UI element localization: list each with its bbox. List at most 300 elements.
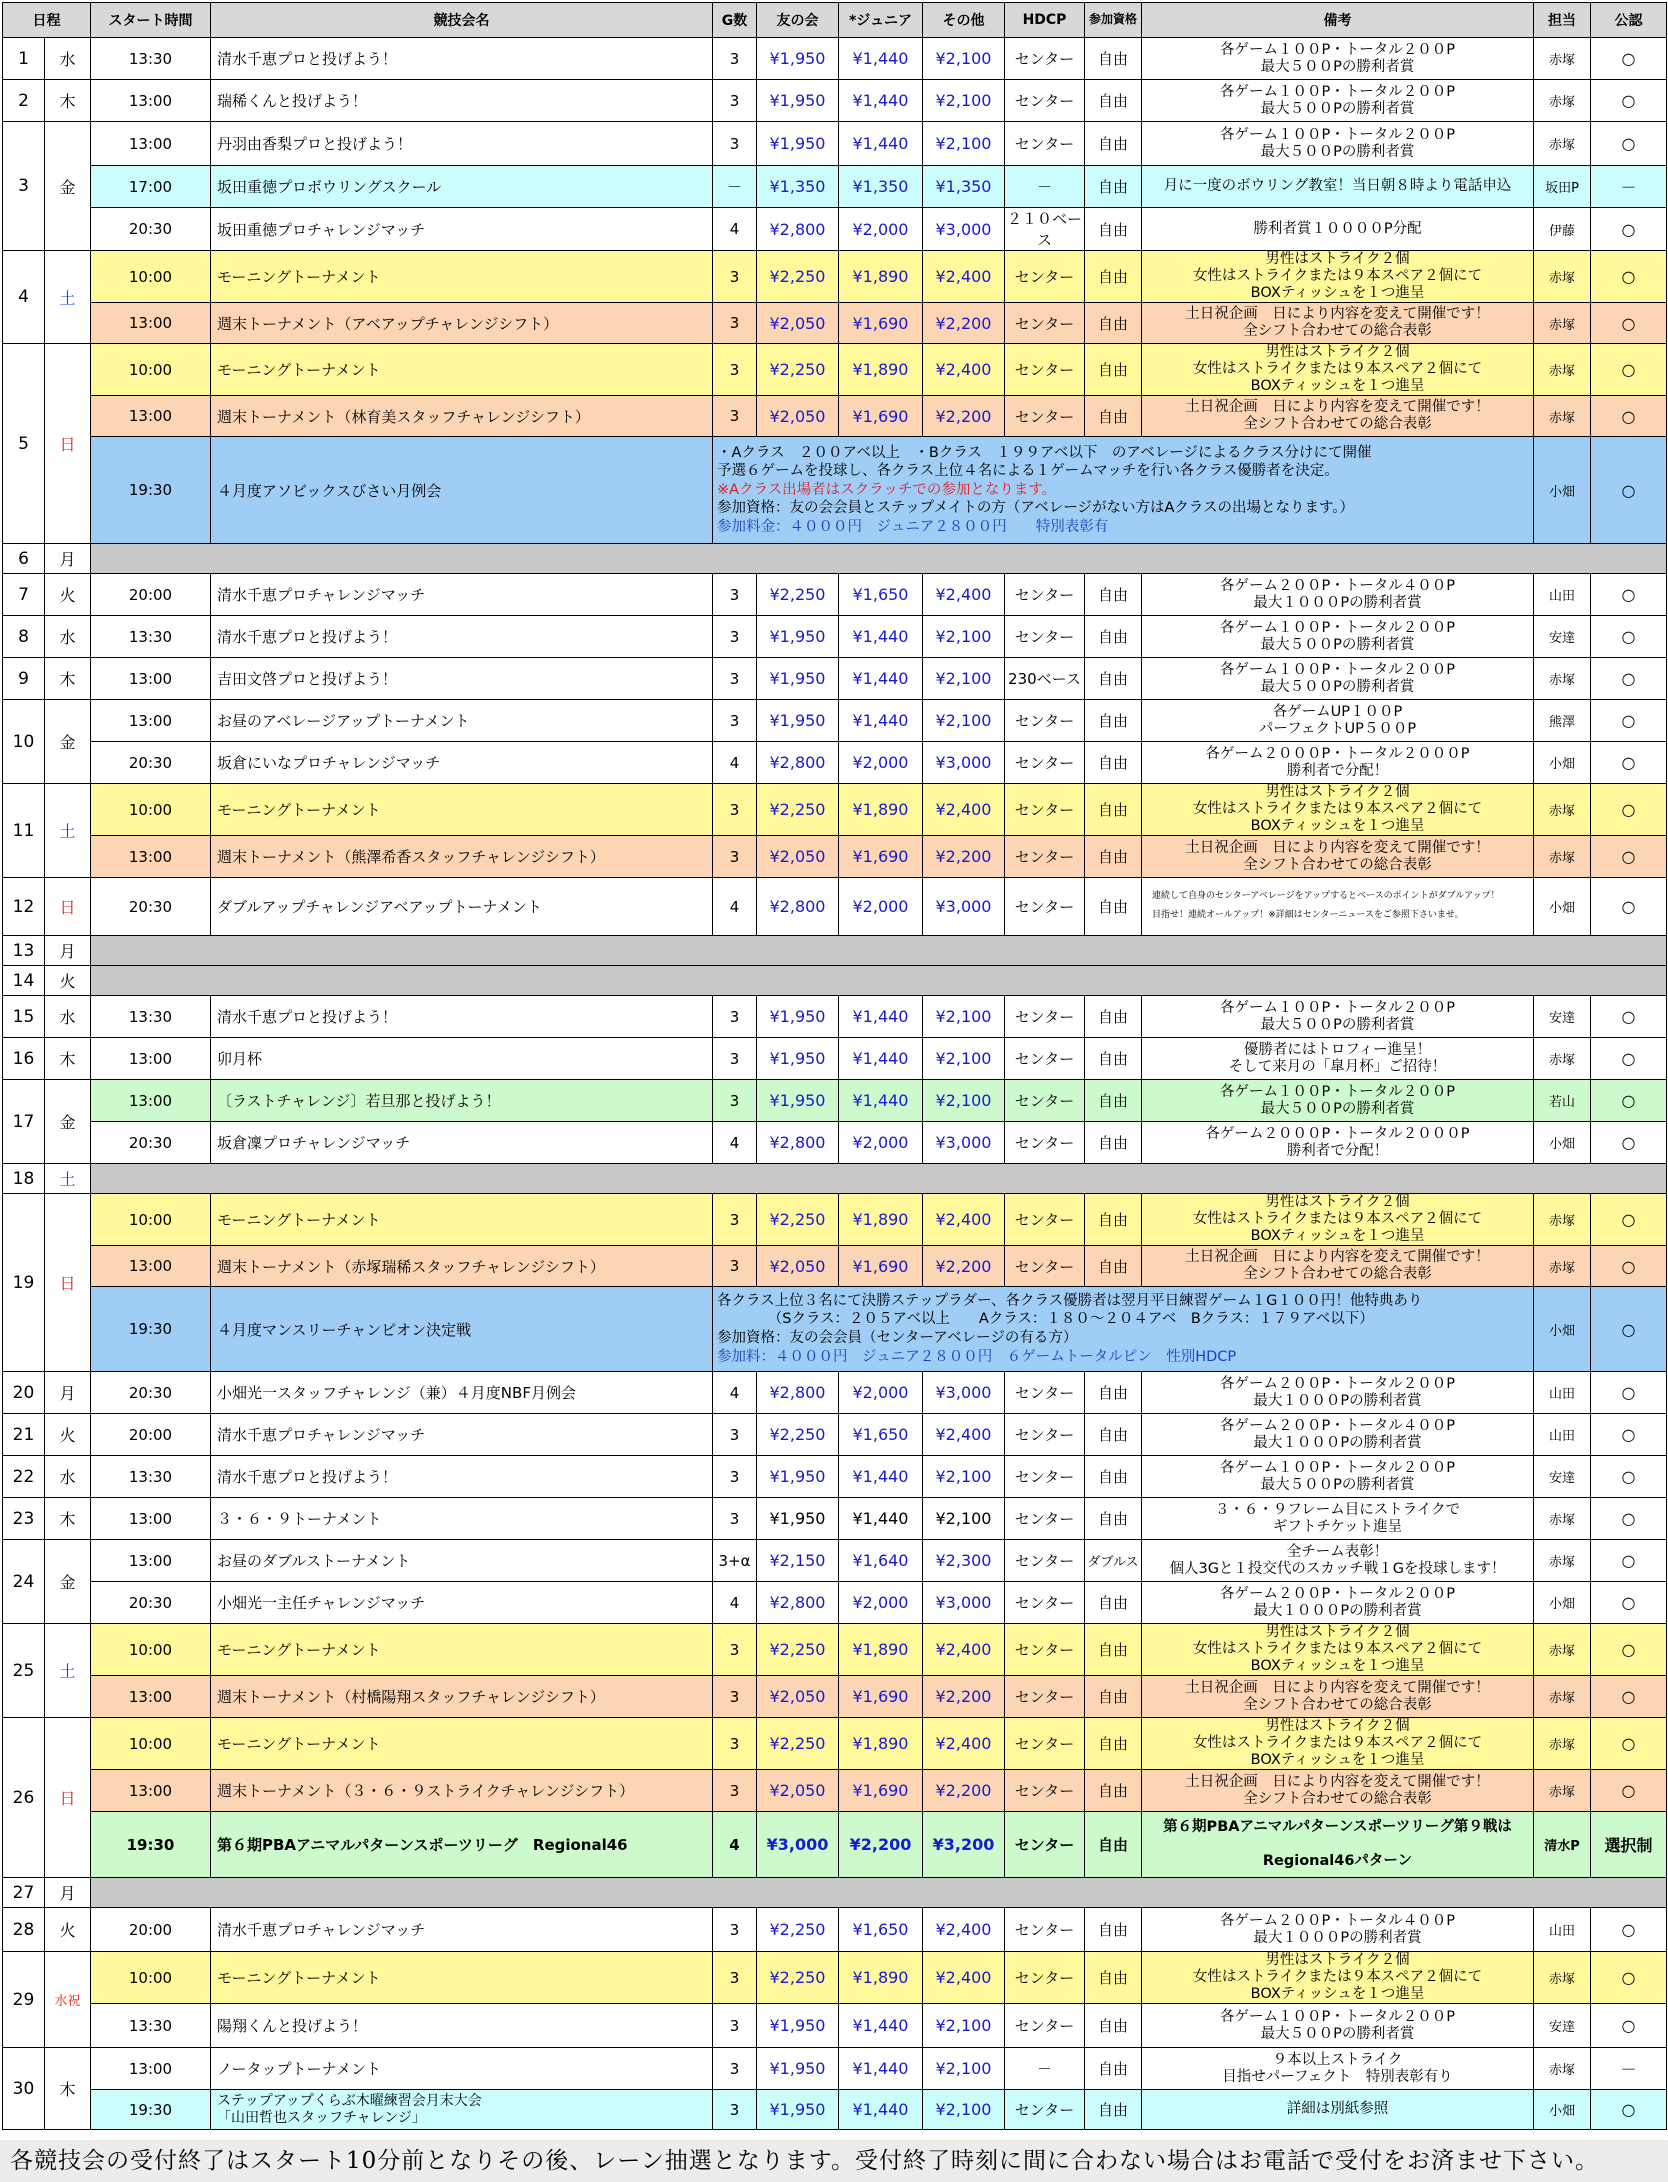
weekday: 日 — [45, 878, 91, 936]
day-number: 7 — [3, 574, 45, 616]
detail-line: （Sクラス：２０５アベ以上 Aクラス：１８０～２０４アベ Bクラス：１７９アベ以下） — [717, 1311, 1374, 1328]
day-number: 1 — [3, 38, 45, 80]
other-price: ¥2,100 — [923, 2090, 1005, 2130]
junior-price: ¥1,440 — [839, 38, 923, 80]
header-staff: 担当 — [1534, 3, 1591, 38]
staff: 赤塚 — [1534, 1770, 1591, 1812]
member-price: ¥3,000 — [757, 1812, 839, 1878]
start-time: 10:00 — [91, 344, 211, 396]
event-note: 各ゲーム２０００P・トータル２０００P 勝利者で分配！ — [1142, 742, 1534, 784]
start-time: 13:00 — [91, 1038, 211, 1080]
weekday: 金 — [45, 1080, 91, 1164]
junior-price: ¥1,890 — [839, 784, 923, 836]
certified-mark: ○ — [1591, 2090, 1667, 2130]
schedule-row — [3, 1246, 1667, 1287]
game-count: 3 — [713, 122, 757, 166]
certified-mark: ○ — [1591, 574, 1667, 616]
hdcp: センター — [1005, 878, 1085, 936]
eligibility: ダブルス — [1085, 1540, 1142, 1582]
schedule-row — [3, 574, 1667, 616]
game-count: 3 — [713, 1038, 757, 1080]
other-price: ¥2,100 — [923, 658, 1005, 700]
event-note: 各ゲーム２００P・トータル４００P 最大１０００Pの勝利者賞 — [1142, 574, 1534, 616]
schedule-row — [3, 1582, 1667, 1624]
start-time: 17:00 — [91, 166, 211, 208]
day-number: 19 — [3, 1194, 45, 1372]
weekday: 水 — [45, 996, 91, 1038]
hdcp: センター — [1005, 1952, 1085, 2004]
event-note: 各ゲーム２００P・トータル２００P 最大１０００Pの勝利者賞 — [1142, 1582, 1534, 1624]
member-price: ¥1,950 — [757, 122, 839, 166]
staff: 赤塚 — [1534, 1540, 1591, 1582]
schedule-row — [3, 437, 1667, 544]
event-name: ４月度マンスリーチャンピオン決定戦 — [211, 1287, 713, 1372]
event-note: 月に一度のボウリング教室！当日朝８時より電話申込 — [1142, 166, 1534, 208]
junior-price: ¥1,890 — [839, 344, 923, 396]
other-price: ¥3,000 — [923, 208, 1005, 251]
certified-mark: ○ — [1591, 742, 1667, 784]
schedule-row — [3, 1414, 1667, 1456]
start-time: 20:30 — [91, 1582, 211, 1624]
eligibility: 自由 — [1085, 784, 1142, 836]
event-note: 土日祝企画 日により内容を変えて開催です！ 全シフト合わせての総合表彰 — [1142, 303, 1534, 344]
event-name: 清水千恵プロと投げよう！ — [211, 1456, 713, 1498]
certified-mark: ○ — [1591, 1908, 1667, 1952]
schedule-row — [3, 1498, 1667, 1540]
junior-price: ¥1,690 — [839, 303, 923, 344]
member-price: ¥2,050 — [757, 836, 839, 878]
hdcp: 230ベース — [1005, 658, 1085, 700]
junior-price: ¥1,690 — [839, 396, 923, 437]
game-count: 4 — [713, 1372, 757, 1414]
start-time: 13:00 — [91, 836, 211, 878]
schedule-row — [3, 996, 1667, 1038]
event-note: 各ゲーム１００P・トータル２００P 最大５００Pの勝利者賞 — [1142, 996, 1534, 1038]
event-name: モーニングトーナメント — [211, 251, 713, 303]
game-count: 3 — [713, 2004, 757, 2048]
member-price: ¥2,250 — [757, 344, 839, 396]
weekday: 土 — [45, 1624, 91, 1718]
event-name: 清水千恵プロと投げよう！ — [211, 996, 713, 1038]
staff: 赤塚 — [1534, 1498, 1591, 1540]
junior-price: ¥2,000 — [839, 1582, 923, 1624]
eligibility: 自由 — [1085, 1372, 1142, 1414]
event-name: ダブルアップチャレンジアベアップトーナメント — [211, 878, 713, 936]
event-name: 坂田重徳プロボウリングスクール — [211, 166, 713, 208]
schedule-row — [3, 1624, 1667, 1676]
member-price: ¥1,950 — [757, 2004, 839, 2048]
hdcp: センター — [1005, 1456, 1085, 1498]
game-count: 4 — [713, 1812, 757, 1878]
event-name: 小畑光一スタッフチャレンジ（兼）４月度NBF月例会 — [211, 1372, 713, 1414]
junior-price: ¥1,350 — [839, 166, 923, 208]
day-number: 4 — [3, 251, 45, 344]
hdcp: ２１０ベース — [1005, 208, 1085, 251]
hdcp: センター — [1005, 1080, 1085, 1122]
other-price: ¥2,100 — [923, 1456, 1005, 1498]
certified-mark: ○ — [1591, 1718, 1667, 1770]
schedule-row — [3, 1878, 1667, 1908]
hdcp: センター — [1005, 1676, 1085, 1718]
game-count: 3 — [713, 1194, 757, 1246]
hdcp: センター — [1005, 836, 1085, 878]
detail-line: 参加資格：友の会会員（センターアベレージの有る方） — [717, 1330, 1078, 1346]
certified-mark: ○ — [1591, 1414, 1667, 1456]
schedule-row — [3, 1770, 1667, 1812]
junior-price: ¥1,440 — [839, 700, 923, 742]
other-price: ¥2,100 — [923, 1080, 1005, 1122]
schedule-row — [3, 303, 1667, 344]
event-name: モーニングトーナメント — [211, 344, 713, 396]
schedule-row — [3, 344, 1667, 396]
event-note: 各ゲーム１００P・トータル２００P 最大５００Pの勝利者賞 — [1142, 122, 1534, 166]
other-price: ¥2,100 — [923, 2004, 1005, 2048]
hdcp: センター — [1005, 122, 1085, 166]
eligibility: 自由 — [1085, 1498, 1142, 1540]
event-name: 陽翔くんと投げよう！ — [211, 2004, 713, 2048]
other-price: ¥2,100 — [923, 2048, 1005, 2090]
staff: 赤塚 — [1534, 836, 1591, 878]
other-price: ¥2,400 — [923, 574, 1005, 616]
member-price: ¥1,950 — [757, 38, 839, 80]
day-number: 26 — [3, 1718, 45, 1878]
start-time: 13:00 — [91, 2048, 211, 2090]
certified-mark: ○ — [1591, 1122, 1667, 1164]
other-price: ¥2,400 — [923, 1194, 1005, 1246]
header-certified: 公認 — [1591, 3, 1667, 38]
certified-mark: ○ — [1591, 1582, 1667, 1624]
other-price: ¥2,100 — [923, 996, 1005, 1038]
start-time: 13:30 — [91, 996, 211, 1038]
event-note: 土日祝企画 日により内容を変えて開催です！ 全シフト合わせての総合表彰 — [1142, 836, 1534, 878]
event-name: 小畑光一主任チャレンジマッチ — [211, 1582, 713, 1624]
eligibility: 自由 — [1085, 1952, 1142, 2004]
eligibility: 自由 — [1085, 2048, 1142, 2090]
start-time: 10:00 — [91, 1718, 211, 1770]
event-note: 男性はストライク２個 女性はストライクまたは９本スペア２個にて BOXティッシュを１つ進呈 — [1142, 1952, 1534, 2004]
eligibility: 自由 — [1085, 1194, 1142, 1246]
start-time: 19:30 — [91, 1812, 211, 1878]
junior-price: ¥1,440 — [839, 996, 923, 1038]
other-price: ¥2,200 — [923, 1676, 1005, 1718]
hdcp: センター — [1005, 1122, 1085, 1164]
game-count: 3 — [713, 251, 757, 303]
schedule-row — [3, 1718, 1667, 1770]
game-count: 3 — [713, 80, 757, 122]
detail-line: 予選６ゲームを投球し、各クラス上位４名による１ゲームマッチを行い各クラス優勝者を決定。 — [717, 463, 1339, 480]
event-name: 週末トーナメント（熊澤希香スタッフチャレンジシフト） — [211, 836, 713, 878]
other-price: ¥2,400 — [923, 1952, 1005, 2004]
day-number: 13 — [3, 936, 45, 966]
hdcp: センター — [1005, 1770, 1085, 1812]
junior-price: ¥1,690 — [839, 1246, 923, 1287]
event-name: モーニングトーナメント — [211, 1194, 713, 1246]
certified-mark: ○ — [1591, 1676, 1667, 1718]
event-name: 清水千恵プロと投げよう！ — [211, 38, 713, 80]
hdcp: センター — [1005, 742, 1085, 784]
eligibility: 自由 — [1085, 1624, 1142, 1676]
schedule-row — [3, 1456, 1667, 1498]
start-time: 13:00 — [91, 122, 211, 166]
empty-day-cell — [91, 1878, 1667, 1908]
day-number: 10 — [3, 700, 45, 784]
detail-line: 参加資格：友の会会員とステップメイトの方（アベレージがない方はAクラスの出場となります。） — [717, 500, 1355, 517]
game-count: 3 — [713, 1456, 757, 1498]
member-price: ¥2,250 — [757, 1718, 839, 1770]
certified-mark: ○ — [1591, 1498, 1667, 1540]
weekday: 金 — [45, 122, 91, 251]
game-count: 3 — [713, 344, 757, 396]
header-other-price: その他 — [923, 3, 1005, 38]
event-name: 卯月杯 — [211, 1038, 713, 1080]
member-price: ¥2,250 — [757, 1414, 839, 1456]
day-number: 22 — [3, 1456, 45, 1498]
staff: 小畑 — [1534, 437, 1591, 544]
hdcp: － — [1005, 2048, 1085, 2090]
event-name: 週末トーナメント（林育美スタッフチャレンジシフト） — [211, 396, 713, 437]
event-name: 〔ラストチャレンジ〕若旦那と投げよう！ — [211, 1080, 713, 1122]
schedule-row — [3, 208, 1667, 251]
start-time: 13:00 — [91, 396, 211, 437]
junior-price: ¥2,000 — [839, 742, 923, 784]
hdcp: センター — [1005, 1812, 1085, 1878]
other-price: ¥2,100 — [923, 122, 1005, 166]
junior-price: ¥1,650 — [839, 574, 923, 616]
member-price: ¥1,950 — [757, 1456, 839, 1498]
other-price: ¥2,100 — [923, 1038, 1005, 1080]
event-name: 坂倉凜プロチャレンジマッチ — [211, 1122, 713, 1164]
day-number: 3 — [3, 122, 45, 251]
other-price: ¥2,100 — [923, 700, 1005, 742]
staff: 赤塚 — [1534, 2048, 1591, 2090]
weekday: 木 — [45, 658, 91, 700]
day-number: 24 — [3, 1540, 45, 1624]
event-note: 各ゲームUP１００P パーフェクトUP５００P — [1142, 700, 1534, 742]
event-note: 各ゲーム１００P・トータル２００P 最大５００Pの勝利者賞 — [1142, 2004, 1534, 2048]
certified-mark: ○ — [1591, 303, 1667, 344]
eligibility: 自由 — [1085, 836, 1142, 878]
staff: 熊澤 — [1534, 700, 1591, 742]
game-count: 4 — [713, 742, 757, 784]
weekday: 水祝 — [45, 1952, 91, 2048]
game-count: 4 — [713, 1122, 757, 1164]
staff: 小畑 — [1534, 1122, 1591, 1164]
schedule-row — [3, 38, 1667, 80]
day-number: 15 — [3, 996, 45, 1038]
start-time: 13:00 — [91, 1770, 211, 1812]
schedule-row — [3, 700, 1667, 742]
schedule-row — [3, 1122, 1667, 1164]
start-time: 20:00 — [91, 1908, 211, 1952]
start-time: 13:30 — [91, 1456, 211, 1498]
certified-mark: ○ — [1591, 784, 1667, 836]
event-note: ９本以上ストライク 目指せパーフェクト 特別表彰有り — [1142, 2048, 1534, 2090]
day-number: 28 — [3, 1908, 45, 1952]
event-note: 各ゲーム１００P・トータル２００P 最大５００Pの勝利者賞 — [1142, 80, 1534, 122]
game-count: 3 — [713, 616, 757, 658]
member-price: ¥2,800 — [757, 1122, 839, 1164]
junior-price: ¥1,890 — [839, 1952, 923, 2004]
schedule-row — [3, 2090, 1667, 2130]
event-note: 土日祝企画 日により内容を変えて開催です！ 全シフト合わせての総合表彰 — [1142, 1676, 1534, 1718]
eligibility: 自由 — [1085, 2004, 1142, 2048]
member-price: ¥2,050 — [757, 396, 839, 437]
event-name: ４月度アソビックスびさい月例会 — [211, 437, 713, 544]
staff: 赤塚 — [1534, 1246, 1591, 1287]
junior-price: ¥1,440 — [839, 2004, 923, 2048]
certified-mark: ○ — [1591, 658, 1667, 700]
start-time: 13:00 — [91, 1080, 211, 1122]
event-name: 週末トーナメント（村橋陽翔スタッフチャレンジシフト） — [211, 1676, 713, 1718]
staff: 山田 — [1534, 1908, 1591, 1952]
header-member-price: 友の会 — [757, 3, 839, 38]
member-price: ¥1,950 — [757, 2090, 839, 2130]
other-price: ¥2,400 — [923, 1624, 1005, 1676]
other-price: ¥2,100 — [923, 616, 1005, 658]
weekday: 水 — [45, 616, 91, 658]
certified-mark: ○ — [1591, 1770, 1667, 1812]
schedule-row — [3, 836, 1667, 878]
certified-mark: ○ — [1591, 396, 1667, 437]
empty-day-cell — [91, 936, 1667, 966]
event-note: 各ゲーム２００P・トータル２００P 最大１０００Pの勝利者賞 — [1142, 1372, 1534, 1414]
event-note: 連続して自身のセンターアベレージをアップするとベースのポイントがダブルアップ！ 目指せ！連続オールアップ！※詳細はセンターニュースをご参照下さいませ。 — [1142, 878, 1534, 936]
start-time: 13:00 — [91, 1498, 211, 1540]
event-note: 男性はストライク２個 女性はストライクまたは９本スペア２個にて BOXティッシュを１つ進呈 — [1142, 784, 1534, 836]
game-count: 3 — [713, 1718, 757, 1770]
weekday: 水 — [45, 1456, 91, 1498]
empty-day-cell — [91, 544, 1667, 574]
start-time: 13:30 — [91, 616, 211, 658]
hdcp: センター — [1005, 1038, 1085, 1080]
start-time: 20:30 — [91, 1372, 211, 1414]
event-name: 坂田重徳プロチャレンジマッチ — [211, 208, 713, 251]
weekday: 日 — [45, 1194, 91, 1372]
other-price: ¥2,400 — [923, 344, 1005, 396]
eligibility: 自由 — [1085, 303, 1142, 344]
certified-mark: ○ — [1591, 2004, 1667, 2048]
hdcp: センター — [1005, 1540, 1085, 1582]
start-time: 13:30 — [91, 38, 211, 80]
staff: 小畑 — [1534, 878, 1591, 936]
game-count: 3 — [713, 2048, 757, 2090]
game-count: 4 — [713, 878, 757, 936]
eligibility: 自由 — [1085, 878, 1142, 936]
other-price: ¥2,100 — [923, 80, 1005, 122]
event-name: 週末トーナメント（アベアップチャレンジシフト） — [211, 303, 713, 344]
schedule-row — [3, 616, 1667, 658]
day-number: 2 — [3, 80, 45, 122]
detail-line: ※Aクラス出場者はスクラッチでの参加となります。 — [717, 481, 1057, 498]
header-hdcp: HDCP — [1005, 3, 1085, 38]
staff: 山田 — [1534, 1372, 1591, 1414]
other-price: ¥2,100 — [923, 38, 1005, 80]
weekday: 日 — [45, 344, 91, 544]
weekday: 月 — [45, 1878, 91, 1908]
eligibility: 自由 — [1085, 658, 1142, 700]
junior-price: ¥2,000 — [839, 1372, 923, 1414]
event-name: モーニングトーナメント — [211, 1718, 713, 1770]
member-price: ¥2,250 — [757, 251, 839, 303]
tournament-schedule-table — [2, 2, 1667, 2130]
game-count: 3 — [713, 836, 757, 878]
staff: 赤塚 — [1534, 1676, 1591, 1718]
junior-price: ¥1,890 — [839, 251, 923, 303]
header-date: 日程 — [3, 3, 91, 38]
header-row — [3, 3, 1667, 38]
hdcp: センター — [1005, 1414, 1085, 1456]
eligibility: 自由 — [1085, 1246, 1142, 1287]
weekday: 土 — [45, 251, 91, 344]
event-note: 各ゲーム２０００P・トータル２０００P 勝利者で分配！ — [1142, 1122, 1534, 1164]
certified-mark: ○ — [1591, 344, 1667, 396]
event-name: 週末トーナメント（３・６・９ストライクチャレンジシフト） — [211, 1770, 713, 1812]
game-count: － — [713, 166, 757, 208]
other-price: ¥2,300 — [923, 1540, 1005, 1582]
staff: 小畑 — [1534, 1287, 1591, 1372]
hdcp: センター — [1005, 1624, 1085, 1676]
other-price: ¥2,200 — [923, 396, 1005, 437]
staff: 若山 — [1534, 1080, 1591, 1122]
header-event-name: 競技会名 — [211, 3, 713, 38]
start-time: 13:00 — [91, 303, 211, 344]
event-note: 男性はストライク２個 女性はストライクまたは９本スペア２個にて BOXティッシュを１つ進呈 — [1142, 344, 1534, 396]
game-count: 3 — [713, 396, 757, 437]
start-time: 10:00 — [91, 1194, 211, 1246]
staff: 小畑 — [1534, 742, 1591, 784]
certified-mark: ○ — [1591, 1287, 1667, 1372]
junior-price: ¥2,000 — [839, 878, 923, 936]
day-number: 17 — [3, 1080, 45, 1164]
staff: 赤塚 — [1534, 38, 1591, 80]
certified-mark: ○ — [1591, 1246, 1667, 1287]
staff: 伊藤 — [1534, 208, 1591, 251]
empty-day-cell — [91, 966, 1667, 996]
eligibility: 自由 — [1085, 1812, 1142, 1878]
weekday: 火 — [45, 574, 91, 616]
weekday: 木 — [45, 1038, 91, 1080]
weekday: 水 — [45, 38, 91, 80]
eligibility: 自由 — [1085, 742, 1142, 784]
hdcp: センター — [1005, 616, 1085, 658]
member-price: ¥2,800 — [757, 1582, 839, 1624]
eligibility: 自由 — [1085, 700, 1142, 742]
header-games: G数 — [713, 3, 757, 38]
event-note: 各ゲーム１００P・トータル２００P 最大５００Pの勝利者賞 — [1142, 38, 1534, 80]
member-price: ¥2,250 — [757, 784, 839, 836]
eligibility: 自由 — [1085, 80, 1142, 122]
start-time: 19:30 — [91, 437, 211, 544]
header-notes: 備考 — [1142, 3, 1534, 38]
schedule-row — [3, 1287, 1667, 1372]
staff: 安達 — [1534, 996, 1591, 1038]
start-time: 19:30 — [91, 2090, 211, 2130]
game-count: 3 — [713, 784, 757, 836]
staff: 赤塚 — [1534, 784, 1591, 836]
start-time: 10:00 — [91, 1624, 211, 1676]
weekday: 月 — [45, 936, 91, 966]
eligibility: 自由 — [1085, 996, 1142, 1038]
certified-mark: 選択制 — [1591, 1812, 1667, 1878]
day-number: 20 — [3, 1372, 45, 1414]
hdcp: センター — [1005, 1582, 1085, 1624]
event-note: 土日祝企画 日により内容を変えて開催です！ 全シフト合わせての総合表彰 — [1142, 1246, 1534, 1287]
eligibility: 自由 — [1085, 122, 1142, 166]
schedule-row — [3, 251, 1667, 303]
junior-price: ¥1,640 — [839, 1540, 923, 1582]
junior-price: ¥1,690 — [839, 1770, 923, 1812]
junior-price: ¥1,440 — [839, 122, 923, 166]
